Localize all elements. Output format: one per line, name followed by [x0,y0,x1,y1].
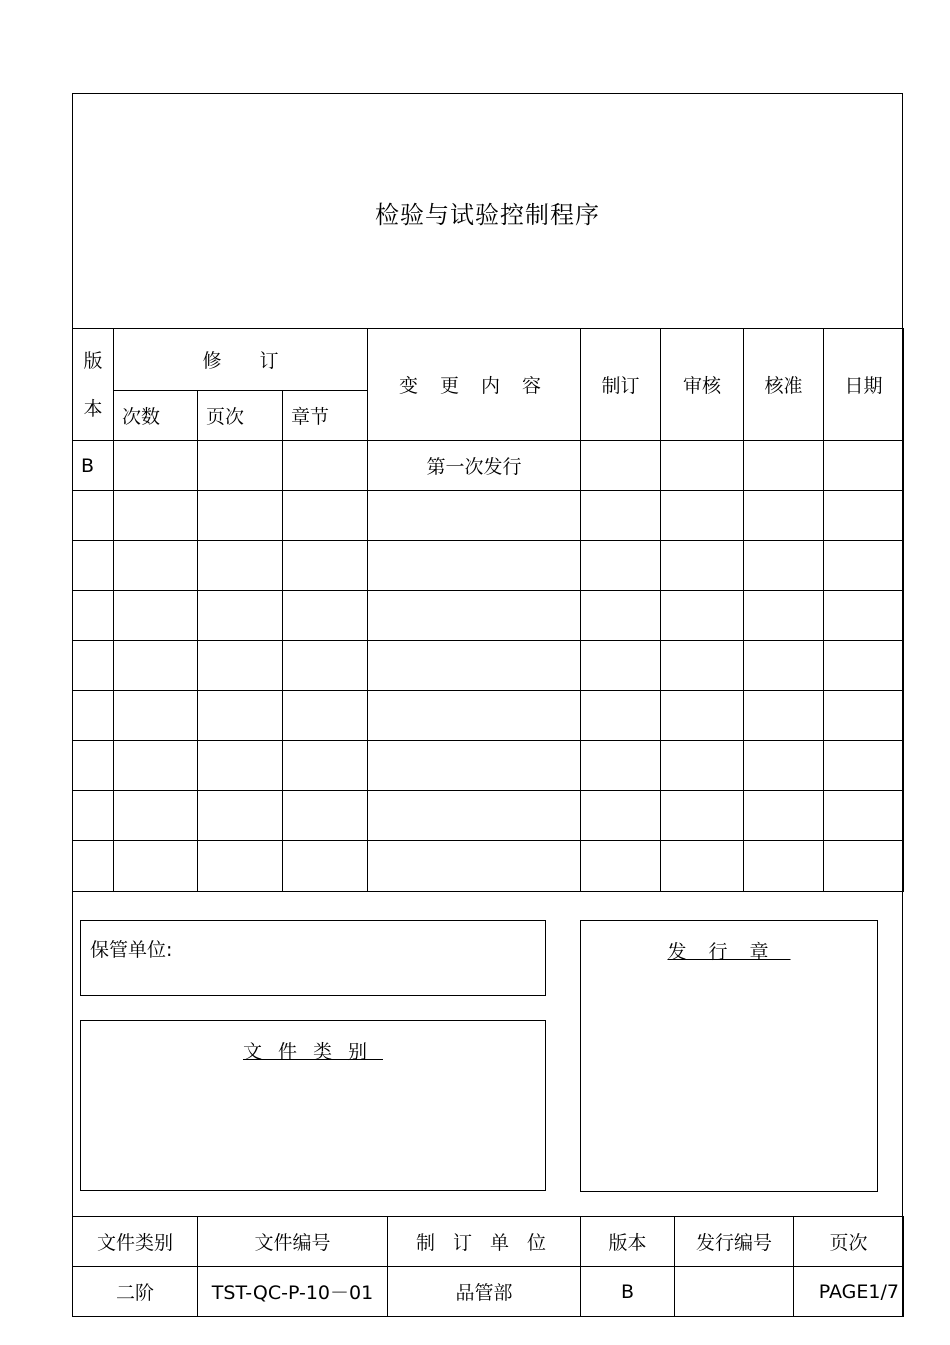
table-row [73,541,904,591]
footer-header-issue-no: 发行编号 [675,1217,794,1267]
custody-unit-box [80,920,546,996]
header-prepared: 制订 [581,329,661,441]
header-change-content: 变 更 内 容 [368,329,581,441]
document-title: 检验与试验控制程序 [375,201,600,229]
header-reviewed: 审核 [661,329,744,441]
doc-category-heading: 文件类别 [242,1041,383,1063]
footer-value-page: PAGE1/7 [794,1267,904,1317]
footer-header-doc-no: 文件编号 [198,1217,388,1267]
table-row: B 第一次发行 [73,441,904,491]
header-version: 版 本 [73,329,114,441]
issue-stamp-box [580,920,878,1192]
footer-header-unit: 制 订 单 位 [388,1217,581,1267]
footer-table [72,1216,904,1317]
table-row [73,641,904,691]
header-revision: 修 订 [114,329,368,391]
footer-value-row [73,1267,904,1317]
custody-unit-label: 保管单位: [90,939,173,961]
table-row [73,491,904,541]
table-row [73,691,904,741]
footer-header-category: 文件类别 [73,1217,198,1267]
footer-value-issue-no [675,1267,794,1317]
footer-header-version: 版本 [581,1217,675,1267]
table-row [73,841,904,892]
footer-value-unit: 品管部 [388,1267,581,1317]
table-row [73,791,904,841]
table-row [73,741,904,791]
footer-header-page: 页次 [794,1217,904,1267]
footer-value-version: B [581,1267,675,1317]
header-chapter: 章节 [283,391,368,441]
footer-value-category: 二阶 [73,1267,198,1317]
issue-stamp-heading: 发行章 [667,941,791,963]
header-date: 日期 [824,329,904,441]
doc-category-box [80,1020,546,1191]
header-approved: 核准 [744,329,824,441]
header-page-times: 页次 [198,391,283,441]
footer-value-doc-no: TST-QC-P-10－01 [198,1267,388,1317]
table-row [73,591,904,641]
header-times: 次数 [114,391,198,441]
footer-header-row [73,1217,904,1267]
revision-table [72,328,904,892]
